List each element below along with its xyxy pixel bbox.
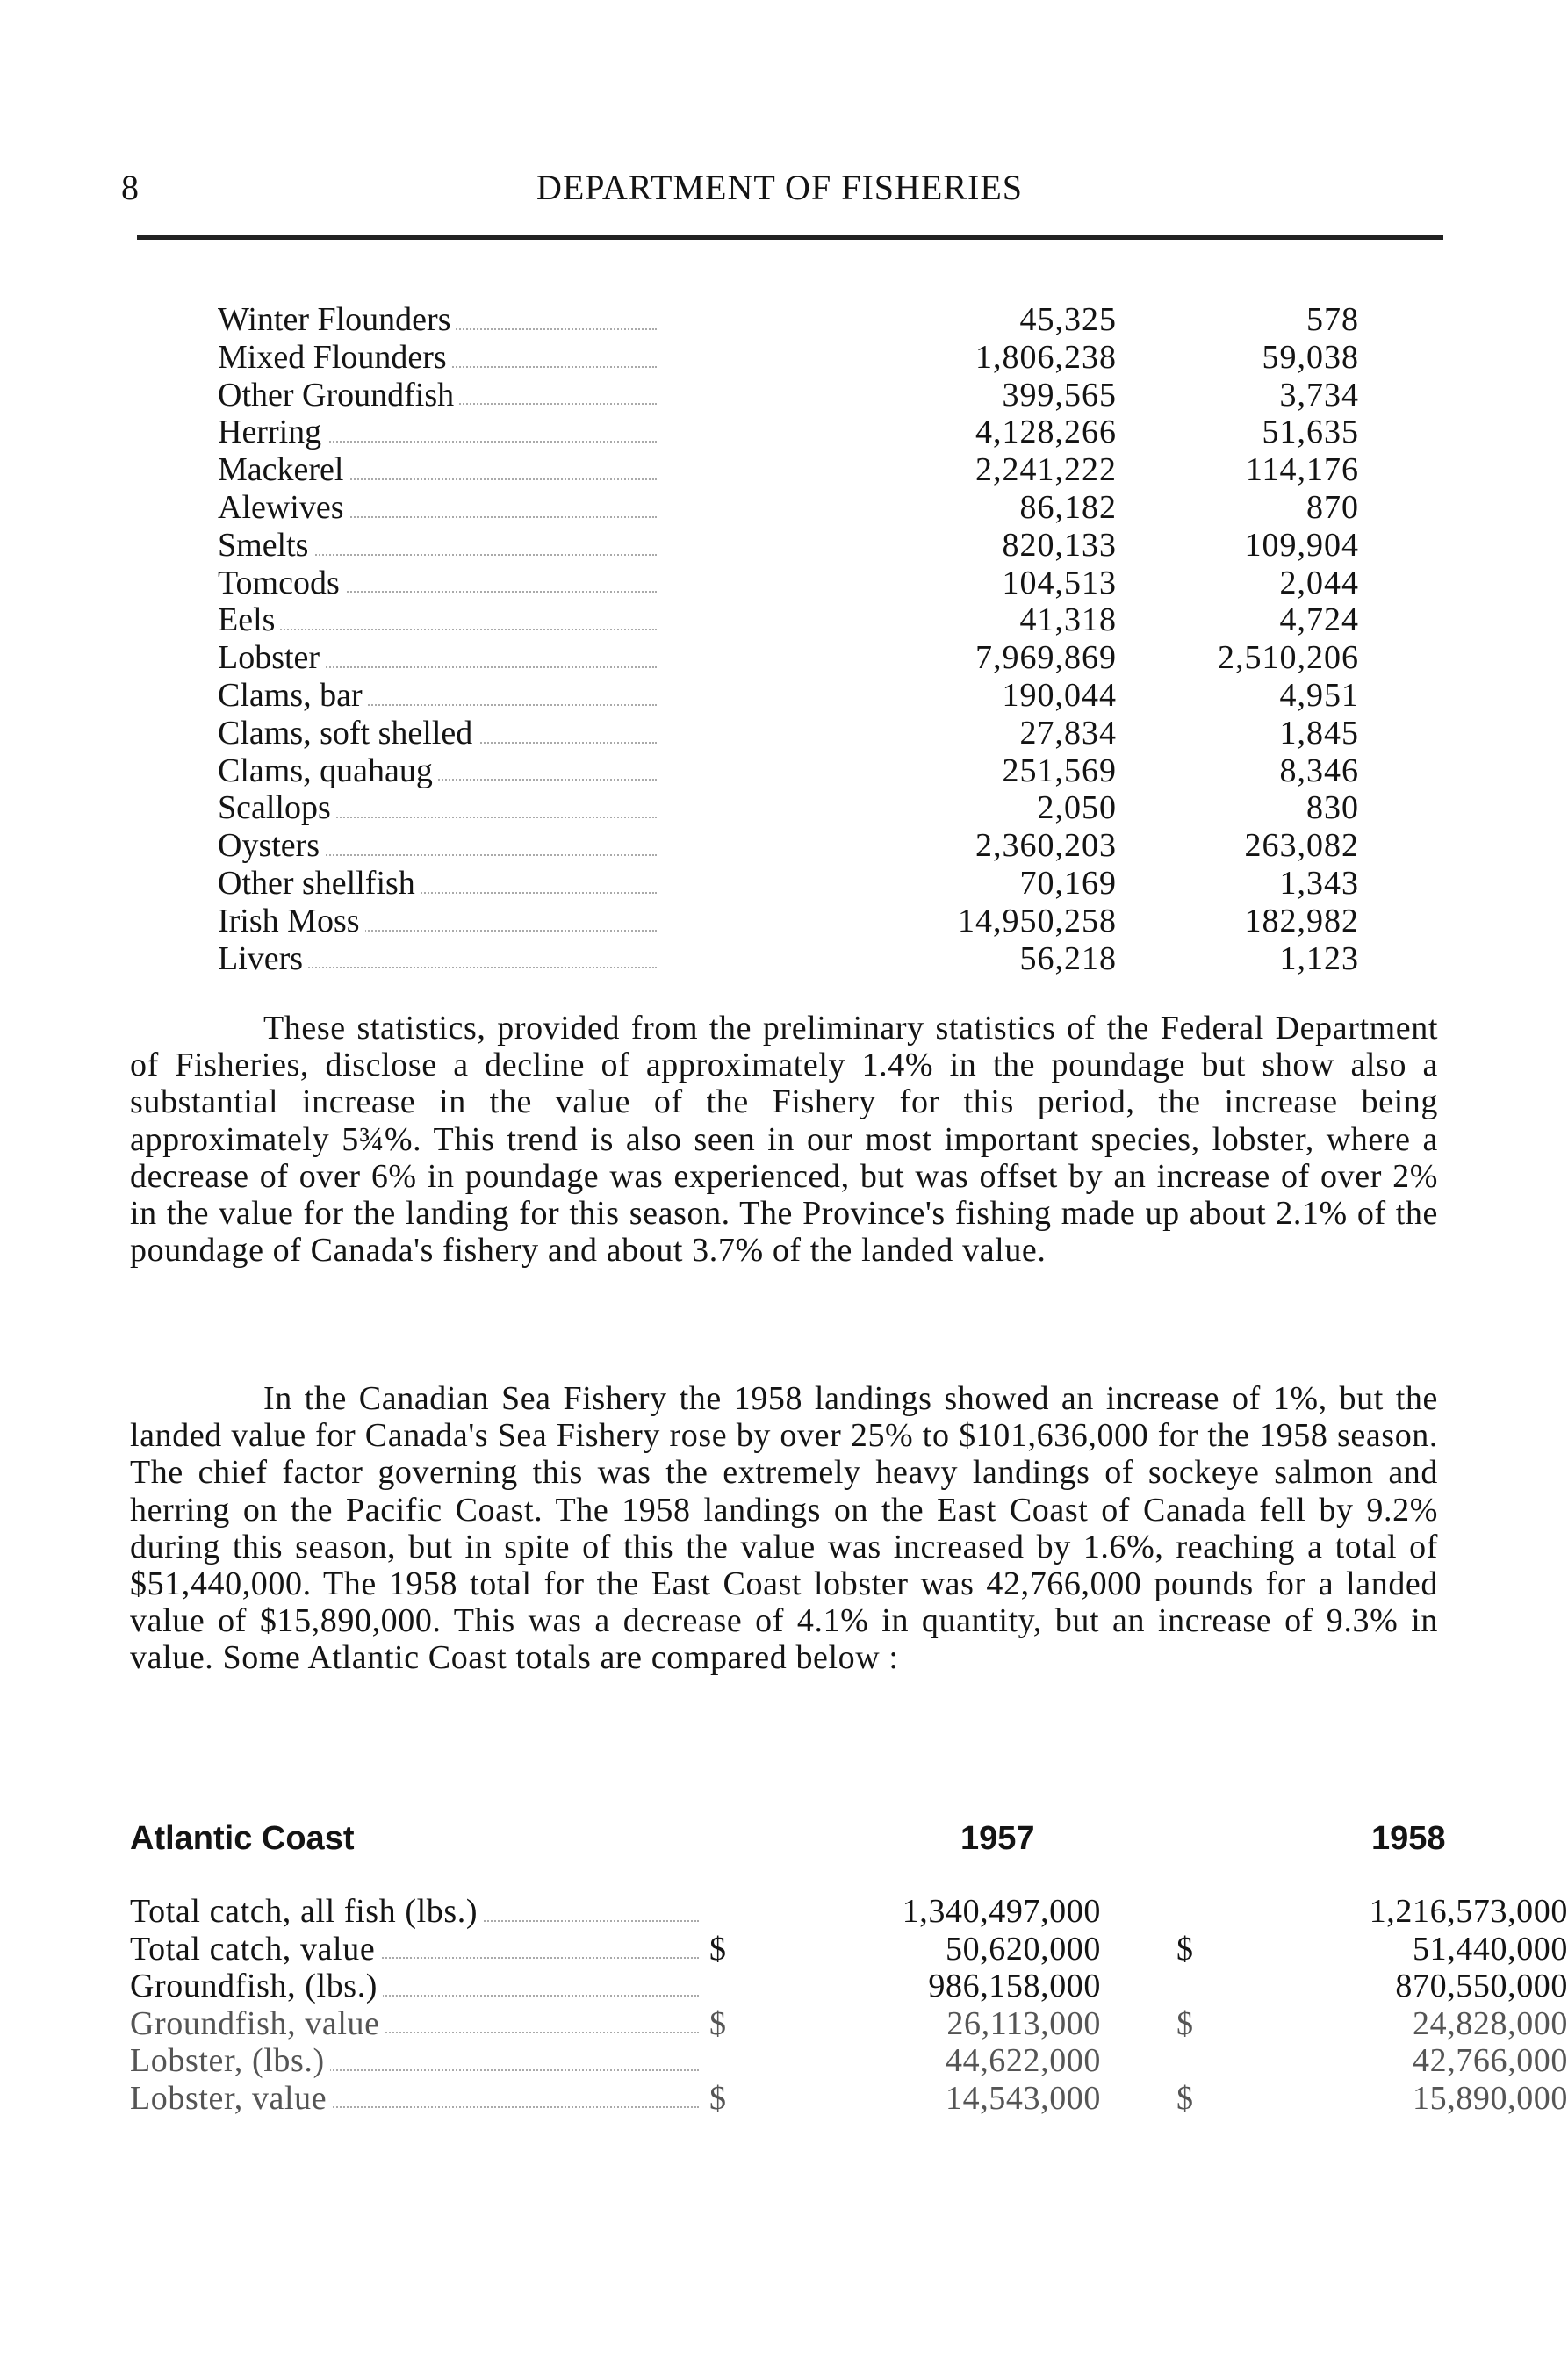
species-pounds: 4,128,266 xyxy=(975,414,1117,451)
species-name-cell xyxy=(218,601,657,639)
species-name-cell xyxy=(218,489,657,527)
species-pounds: 7,969,869 xyxy=(975,639,1117,677)
species-name-cell xyxy=(218,940,657,978)
species-name-cell xyxy=(218,827,657,865)
species-value: 870 xyxy=(1306,488,1359,526)
species-value: 4,951 xyxy=(1279,676,1359,714)
species-name-cell xyxy=(218,789,657,827)
species-name-cell xyxy=(218,451,657,489)
table-row xyxy=(218,715,1359,752)
species-name-cell xyxy=(218,377,657,414)
amount: 870,550,000 xyxy=(1395,1968,1568,2004)
header-rule xyxy=(137,235,1443,240)
table-row xyxy=(130,1930,1568,1968)
species-name: Mackerel xyxy=(218,451,349,488)
column-header-1957: 1957 xyxy=(960,1820,1035,1857)
species-name: Other shellfish xyxy=(218,865,421,902)
amount: 44,622,000 xyxy=(946,2042,1101,2079)
amount: 986,158,000 xyxy=(928,1968,1101,2004)
atlantic-row-label-cell xyxy=(130,2005,699,2043)
species-value: 109,904 xyxy=(1244,526,1359,564)
atlantic-row-label: Lobster, (lbs.) xyxy=(130,2042,330,2079)
species-value: 3,734 xyxy=(1279,376,1359,414)
amount: 1,340,497,000 xyxy=(902,1893,1101,1930)
table-row xyxy=(130,1968,1568,2005)
species-pounds: 45,325 xyxy=(1019,301,1117,338)
species-name-cell xyxy=(218,414,657,451)
species-pounds: 41,318 xyxy=(1019,601,1117,639)
species-pounds: 820,133 xyxy=(1002,526,1117,564)
table-row xyxy=(218,527,1359,565)
amount: 42,766,000 xyxy=(1413,2042,1568,2079)
species-name: Eels xyxy=(218,601,280,638)
table-row xyxy=(130,1893,1568,1931)
species-name-cell xyxy=(218,339,657,377)
species-value: 578 xyxy=(1306,301,1359,338)
species-name: Clams, bar xyxy=(218,677,368,714)
page-header xyxy=(121,167,1438,219)
atlantic-row-label: Total catch, value xyxy=(130,1931,380,1968)
species-value: 4,724 xyxy=(1279,601,1359,639)
species-name-cell xyxy=(218,903,657,940)
atlantic-row-label-cell xyxy=(130,1893,699,1931)
currency-symbol: $ xyxy=(709,2004,727,2042)
species-value: 1,845 xyxy=(1279,714,1359,752)
atlantic-row-label-cell xyxy=(130,1931,699,1968)
currency-symbol: $ xyxy=(1176,2079,1194,2117)
table-row xyxy=(218,565,1359,602)
species-name: Irish Moss xyxy=(218,903,365,939)
amount: 1,216,573,000 xyxy=(1369,1893,1568,1930)
currency-symbol: $ xyxy=(709,1930,727,1968)
atlantic-coast-heading: Atlantic Coast xyxy=(130,1820,355,1857)
amount: 24,828,000 xyxy=(1413,2004,1568,2042)
amount: 26,113,000 xyxy=(946,2004,1101,2042)
species-name: Herring xyxy=(218,414,327,450)
species-name: Clams, quahaug xyxy=(218,752,438,789)
table-row xyxy=(130,2079,1568,2118)
table-row xyxy=(218,903,1359,940)
species-name: Scallops xyxy=(218,789,336,826)
atlantic-row-label-cell xyxy=(130,2080,699,2118)
species-value: 2,044 xyxy=(1279,564,1359,601)
table-row xyxy=(218,940,1359,978)
species-pounds: 86,182 xyxy=(1019,488,1117,526)
atlantic-row-label-cell xyxy=(130,2042,699,2080)
currency-symbol: $ xyxy=(1176,2004,1194,2042)
atlantic-coast-table xyxy=(130,1893,1568,2117)
species-pounds: 251,569 xyxy=(1002,752,1117,789)
species-pounds: 1,806,238 xyxy=(975,338,1117,376)
species-pounds: 56,218 xyxy=(1019,939,1117,977)
species-name-cell xyxy=(218,301,657,339)
atlantic-row-label-cell xyxy=(130,1968,699,2005)
species-pounds: 399,565 xyxy=(1002,376,1117,414)
atlantic-row-label: Groundfish, value xyxy=(130,2005,385,2042)
species-pounds: 2,241,222 xyxy=(975,451,1117,489)
amount: 51,440,000 xyxy=(1413,1930,1568,1968)
species-value: 830 xyxy=(1306,789,1359,827)
table-row xyxy=(218,489,1359,527)
currency-symbol: $ xyxy=(709,2079,727,2117)
species-name: Clams, soft shelled xyxy=(218,715,478,752)
atlantic-row-label: Groundfish, (lbs.) xyxy=(130,1968,383,2004)
species-name-cell xyxy=(218,527,657,565)
species-name-cell xyxy=(218,865,657,903)
table-row xyxy=(130,2042,1568,2080)
species-name: Oysters xyxy=(218,827,325,864)
species-name: Smelts xyxy=(218,527,313,564)
species-name-cell xyxy=(218,752,657,790)
species-value: 1,343 xyxy=(1279,864,1359,902)
table-row xyxy=(130,2004,1568,2043)
table-row xyxy=(218,301,1359,339)
species-value: 1,123 xyxy=(1279,939,1359,977)
species-value: 59,038 xyxy=(1262,338,1359,376)
species-pounds: 2,360,203 xyxy=(975,827,1117,865)
amount: 15,890,000 xyxy=(1413,2079,1568,2117)
table-row xyxy=(218,414,1359,451)
species-name: Mixed Flounders xyxy=(218,339,452,376)
table-row xyxy=(218,752,1359,790)
species-name: Winter Flounders xyxy=(218,301,456,338)
species-pounds: 27,834 xyxy=(1019,714,1117,752)
species-name: Tomcods xyxy=(218,565,345,601)
species-value: 263,082 xyxy=(1244,827,1359,865)
table-row xyxy=(218,451,1359,489)
amount: 50,620,000 xyxy=(946,1930,1101,1968)
species-pounds: 2,050 xyxy=(1037,789,1117,827)
table-row xyxy=(218,377,1359,414)
species-name-cell xyxy=(218,677,657,715)
species-value: 2,510,206 xyxy=(1218,639,1359,677)
species-pounds: 104,513 xyxy=(1002,564,1117,601)
species-pounds: 190,044 xyxy=(1002,676,1117,714)
paragraph-sea-fishery: In the Canadian Sea Fishery the 1958 landings showed an increase of 1%, but the landed value for Canada's Sea Fishery rose by over 25% to $101,636,000 for the 1958 season. The chief factor governing this was the extremely heavy landings of sockeye salmon and herring on the Pacific Coast. The 1958 landings on the East Coast of Canada fell by 9.2% during this season, but in spite of this the value was increased by 1.6%, reaching a total of $51,440,000. The 1958 total for the East Coast lobster was 42,766,000 pounds for a landed value of $15,890,000. This was a decrease of 4.1% in quantity, but an increase of 9.3% in value. Some Atlantic Coast totals are compared below : xyxy=(130,1380,1438,1677)
species-value: 8,346 xyxy=(1279,752,1359,789)
species-value: 182,982 xyxy=(1244,902,1359,939)
page-number: 8 xyxy=(121,168,139,207)
species-value: 114,176 xyxy=(1245,451,1359,489)
table-row xyxy=(218,789,1359,827)
currency-symbol: $ xyxy=(1176,1930,1194,1968)
table-row xyxy=(218,677,1359,715)
table-row xyxy=(218,827,1359,865)
table-row xyxy=(218,339,1359,377)
species-name: Other Groundfish xyxy=(218,377,459,414)
species-value: 51,635 xyxy=(1262,414,1359,451)
species-name-cell xyxy=(218,639,657,677)
species-pounds: 70,169 xyxy=(1019,864,1117,902)
column-header-1958: 1958 xyxy=(1371,1820,1446,1857)
paragraph-statistics: These statistics, provided from the preliminary statistics of the Federal Department of Fisheries, disclose a decline of approximately 1.4% in the poundage but show also a substantial increase in the value of the Fishery for this period, the increase being approximately 5¾%. This trend is also seen in our most important species, lobster, where a decrease of over 6% in poundage was experienced, but was offset by an increase of over 2% in the value for the landing for this season. The Province's fishing made up about 2.1% of the poundage of Canada's fishery and about 3.7% of the landed value. xyxy=(130,1010,1438,1270)
table-row xyxy=(218,639,1359,677)
species-pounds: 14,950,258 xyxy=(958,902,1117,939)
amount: 14,543,000 xyxy=(946,2079,1101,2117)
species-name: Livers xyxy=(218,940,308,977)
atlantic-row-label: Total catch, all fish (lbs.) xyxy=(130,1893,483,1930)
species-table xyxy=(218,301,1359,977)
running-head: DEPARTMENT OF FISHERIES xyxy=(536,168,1024,207)
species-name-cell xyxy=(218,715,657,752)
table-row xyxy=(218,601,1359,639)
atlantic-row-label: Lobster, value xyxy=(130,2080,332,2117)
species-name: Lobster xyxy=(218,639,325,676)
species-name: Alewives xyxy=(218,489,349,526)
species-name-cell xyxy=(218,565,657,602)
table-row xyxy=(218,865,1359,903)
